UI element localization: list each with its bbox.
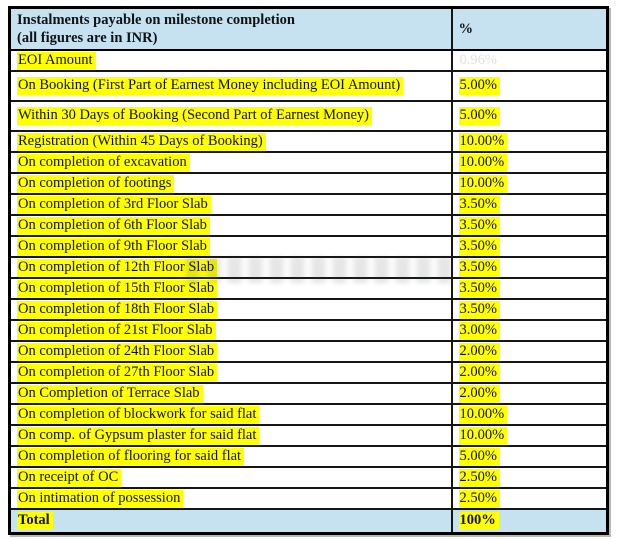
milestone-label: On completion of 18th Floor Slab <box>17 301 217 319</box>
milestone-percent: 2.00% <box>459 364 500 382</box>
milestone-percent: 10.00% <box>459 406 508 424</box>
milestone-label: Registration (Within 45 Days of Booking) <box>17 133 266 151</box>
milestone-label-cell <box>10 215 452 236</box>
table-row <box>10 194 608 215</box>
table-row <box>10 257 608 278</box>
milestone-percent-cell <box>452 425 608 446</box>
milestone-label-cell <box>10 236 452 257</box>
table-row <box>10 362 608 383</box>
milestone-label-cell <box>10 152 452 173</box>
total-value-cell <box>452 509 608 533</box>
milestone-label-cell <box>10 446 452 467</box>
milestone-label: Within 30 Days of Booking (Second Part of Earnest Money) <box>17 107 372 125</box>
milestone-percent-cell <box>452 215 608 236</box>
milestone-label-cell <box>10 50 452 71</box>
milestone-percent-cell <box>452 446 608 467</box>
table-row <box>10 467 608 488</box>
milestone-percent-cell <box>452 488 608 509</box>
table-row <box>10 131 608 152</box>
milestone-label-cell <box>10 467 452 488</box>
milestone-label-cell <box>10 341 452 362</box>
milestone-percent-cell <box>452 341 608 362</box>
milestone-percent: 2.50% <box>459 469 500 487</box>
milestone-percent: 10.00% <box>459 133 508 151</box>
table-row <box>10 236 608 257</box>
milestone-label: On completion of 21st Floor Slab <box>17 322 216 340</box>
milestone-label: On completion of excavation <box>17 154 190 172</box>
milestone-percent: 3.50% <box>459 196 500 214</box>
milestone-label: EOI Amount <box>17 52 96 70</box>
header-milestone-column <box>10 8 452 51</box>
table-row <box>10 488 608 509</box>
milestone-percent-cell <box>452 236 608 257</box>
milestone-percent: 10.00% <box>459 154 508 172</box>
milestone-percent: 3.50% <box>459 301 500 319</box>
milestone-percent-cell <box>452 152 608 173</box>
milestone-label: On comp. of Gypsum plaster for said flat <box>17 427 259 445</box>
milestone-label: On completion of blockwork for said flat <box>17 406 259 424</box>
table-body <box>10 50 608 509</box>
milestone-percent-cell <box>452 173 608 194</box>
milestone-label-cell <box>10 299 452 320</box>
milestone-percent: 2.50% <box>459 490 500 508</box>
milestone-percent: 3.50% <box>459 217 500 235</box>
milestone-label-cell <box>10 173 452 194</box>
total-label-cell <box>10 509 452 533</box>
milestone-label-cell <box>10 101 452 131</box>
milestone-percent-cell <box>452 278 608 299</box>
table-row <box>10 101 608 131</box>
header-percent-column <box>452 8 608 51</box>
milestone-percent: 3.50% <box>459 259 500 277</box>
milestone-label: On intimation of possession <box>17 490 183 508</box>
milestone-percent: 5.00% <box>459 107 500 125</box>
milestone-label: On completion of 24th Floor Slab <box>17 343 217 361</box>
milestone-percent: 10.00% <box>459 175 508 193</box>
milestone-percent-cell <box>452 383 608 404</box>
milestone-percent: 5.00% <box>459 448 500 466</box>
milestone-percent-cell <box>452 257 608 278</box>
table-row <box>10 383 608 404</box>
milestone-percent-cell <box>452 50 608 71</box>
milestone-label-cell <box>10 278 452 299</box>
milestone-percent: 2.00% <box>459 385 500 403</box>
total-label: Total <box>17 512 53 530</box>
table-row <box>10 341 608 362</box>
milestone-label-cell <box>10 488 452 509</box>
milestone-label-cell <box>10 404 452 425</box>
table-row <box>10 446 608 467</box>
milestone-label-cell <box>10 383 452 404</box>
header-title-line1: Instalments payable on milestone completion <box>17 12 295 28</box>
table-row <box>10 404 608 425</box>
milestone-percent: 10.00% <box>459 427 508 445</box>
total-row <box>10 509 608 533</box>
header-title-line2: (all figures are in INR) <box>17 30 158 46</box>
table-row <box>10 299 608 320</box>
instalment-schedule-table <box>8 6 609 535</box>
milestone-percent: 5.00% <box>459 77 500 95</box>
percent-column-label: % <box>458 20 473 37</box>
milestone-percent-cell <box>452 299 608 320</box>
milestone-label-cell <box>10 320 452 341</box>
milestone-label: On completion of footings <box>17 175 174 193</box>
milestone-percent: 2.00% <box>459 343 500 361</box>
milestone-label-cell <box>10 131 452 152</box>
table-row <box>10 50 608 71</box>
milestone-label-cell <box>10 194 452 215</box>
milestone-label-cell <box>10 425 452 446</box>
table-row <box>10 173 608 194</box>
milestone-percent-cell <box>452 404 608 425</box>
milestone-percent: 3.50% <box>459 238 500 256</box>
milestone-label-cell <box>10 362 452 383</box>
milestone-label: On completion of 12th Floor Slab <box>17 259 217 277</box>
total-value: 100% <box>459 512 499 530</box>
milestone-percent-cell <box>452 320 608 341</box>
milestone-label: On completion of 27th Floor Slab <box>17 364 217 382</box>
milestone-percent-cell <box>452 194 608 215</box>
milestone-label: On Completion of Terrace Slab <box>17 385 203 403</box>
milestone-label: On completion of flooring for said flat <box>17 448 244 466</box>
table-header-row <box>10 8 608 51</box>
milestone-percent-cell <box>452 101 608 131</box>
milestone-label-cell <box>10 257 452 278</box>
milestone-percent-cell <box>452 362 608 383</box>
milestone-label: On receipt of OC <box>17 469 121 487</box>
table-row <box>10 425 608 446</box>
milestone-percent-cell <box>452 467 608 488</box>
milestone-label: On completion of 3rd Floor Slab <box>17 196 211 214</box>
milestone-label: On completion of 15th Floor Slab <box>17 280 217 298</box>
milestone-percent: 3.00% <box>459 322 500 340</box>
milestone-label-cell <box>10 71 452 101</box>
table-row <box>10 278 608 299</box>
table-row <box>10 71 608 101</box>
milestone-percent-cell <box>452 71 608 101</box>
milestone-percent: 3.50% <box>459 280 500 298</box>
table-row <box>10 320 608 341</box>
milestone-percent: 0.96% <box>459 51 497 68</box>
milestone-percent-cell <box>452 131 608 152</box>
milestone-label: On completion of 6th Floor Slab <box>17 217 210 235</box>
table-row <box>10 152 608 173</box>
table-row <box>10 215 608 236</box>
milestone-label: On completion of 9th Floor Slab <box>17 238 210 256</box>
milestone-label: On Booking (First Part of Earnest Money including EOI Amount) <box>17 77 403 95</box>
